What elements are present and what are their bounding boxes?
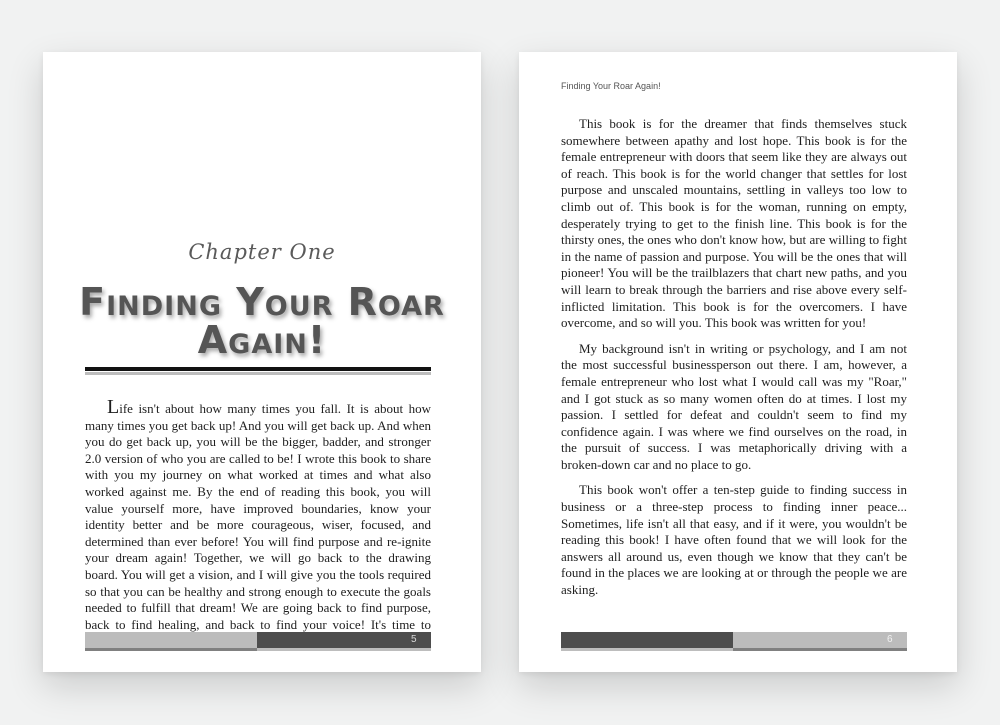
drop-cap: L [107, 396, 120, 418]
footer-underline-left [85, 648, 257, 651]
title-rule-light [85, 372, 431, 375]
running-head: Finding Your Roar Again! [561, 81, 661, 91]
footer-underline-right [733, 648, 907, 651]
chapter-title: Finding Your Roar Again! [79, 280, 445, 362]
page-number: 5 [411, 634, 417, 645]
footer-bar-light [733, 632, 907, 648]
footer-bar-dark [561, 632, 733, 648]
page-footer-right [561, 632, 907, 651]
page-number: 6 [887, 634, 893, 645]
footer-bar-light [85, 632, 257, 648]
right-page [519, 52, 957, 672]
page-footer-left [85, 632, 431, 651]
chapter-body [85, 396, 431, 650]
chapter-body-text: ife isn't about how many times you fall. It is about how many times you get back up! And you will get back up. And when you do get back up, you will be the bigger, badder, and stronger 2.0 version of who you are called to be! I wrote this book to share with you my journey on what worked at times and what also worked against me. By the end of reading this book, you will value yourself more, have improved boundaries, know your identity better and be more courageous, wiser, focused, and determined than ever before! You will find purpose and re-ignite your dream again! Together, we will go back to the drawing board. You will get a vision, and I will give you the tools required so that you can be healthy and strong enough to execute the goals needed to fulfill that dream! We are going back to find purpose, back to find healing, and back to find your voice! It's time to [85, 401, 431, 632]
chapter-label: Chapter One [188, 240, 336, 264]
page-body [561, 116, 907, 608]
title-rule-dark [85, 367, 431, 371]
paragraph: My background isn't in writing or psychology, and I am not the most successful businessperson out there. I am, however, a female entrepreneur who lost what I would call was my "Roar," and I got stuck as so many women often do at times. I lost my passion. I settled for defeat and couldn't seem to find my confidence again. I was where we find ourselves on the road, in the pursuit of success. I was metaphorically driving with a broken-down car and no place to go. [561, 340, 907, 472]
paragraph: This book won't offer a ten-step guide to finding success in business or a three-step process to finding inner peace... Sometimes, life isn't all that easy, and if it were, you wouldn't be reading this book! I have often found that we will look for the answers all around us, even though we know that they can't be found in the places we are looking at or through the people we are asking. [561, 482, 907, 598]
left-page [43, 52, 481, 672]
footer-bar-dark [257, 632, 431, 648]
footer-underline-right [257, 648, 431, 651]
paragraph: This book is for the dreamer that finds themselves stuck somewhere between apathy and lost hope. This book is for the female entrepreneur with doors that seem like they are always out of reach. This book is for the world changer that settles for lost purpose and unscaled mountains, settling in valleys too low to climb out of. This book is for the woman, running on empty, desperately trying to get to the finish line. This book is for the thirsty ones, the ones who don't know how, but are willing to fight in the name of passion and purpose. You will be the ones that will pioneer! You will be the trailblazers that chart new paths, and you will learn to break through the barriers and rise above every self-inflicted limitation. This book is for the overcomers. I have overcome, and so will you. This book was written for you! [561, 116, 907, 331]
footer-underline-left [561, 648, 733, 651]
